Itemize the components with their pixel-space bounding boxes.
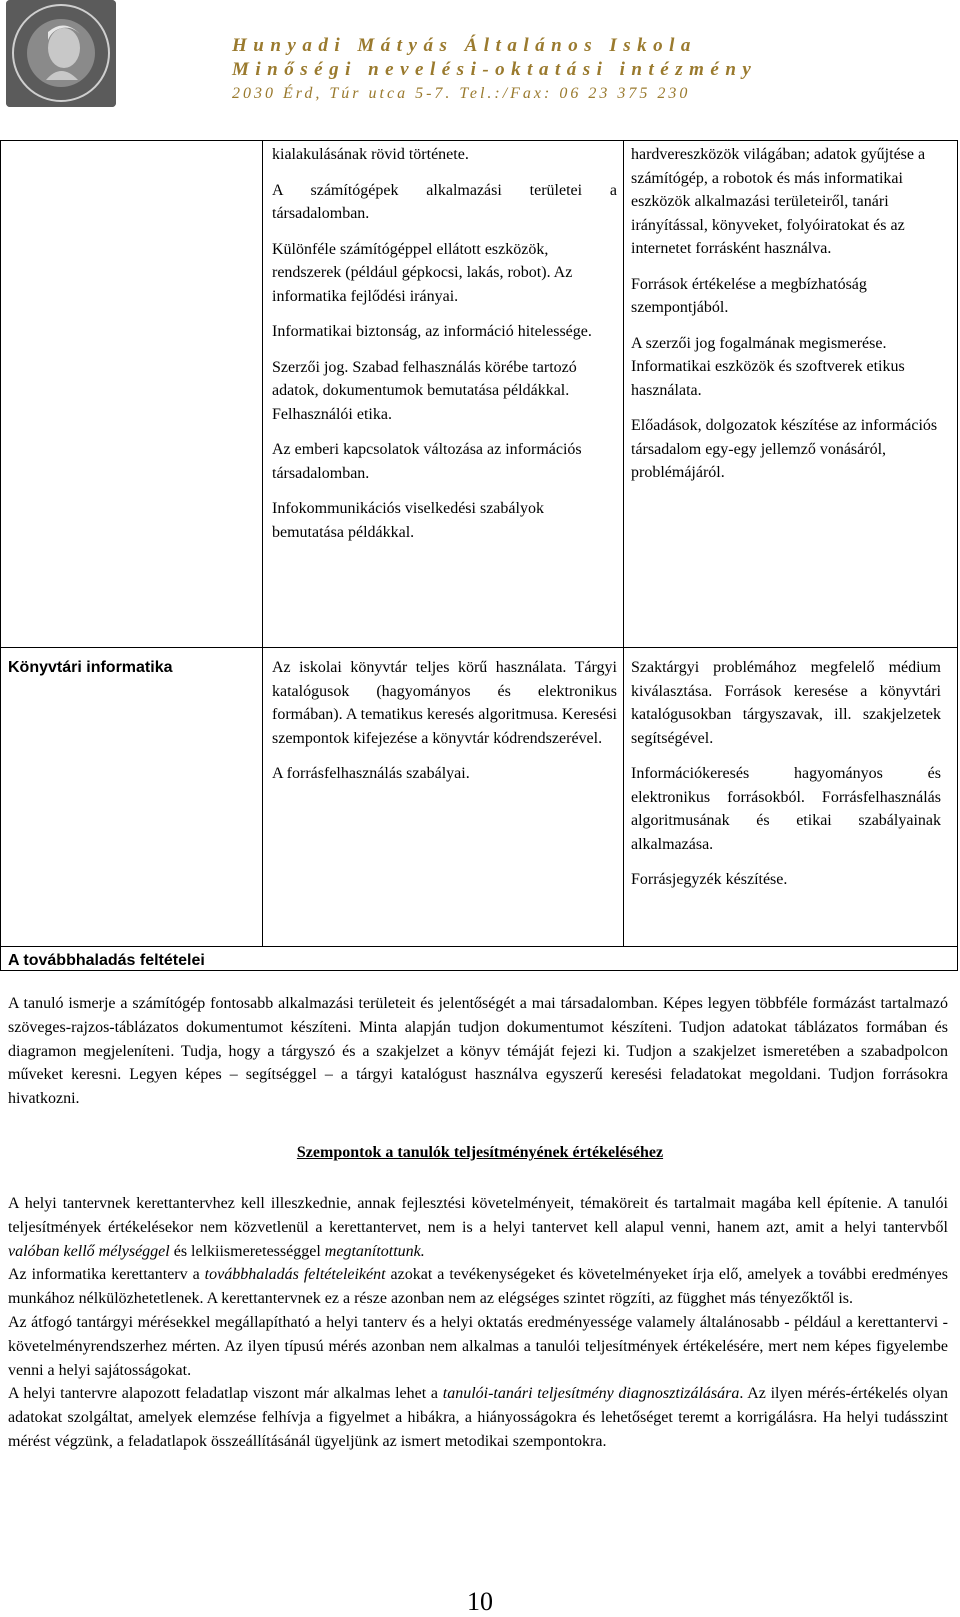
- row2-activity-cell: [631, 656, 941, 904]
- school-name: Hunyadi Mátyás Általános Iskola: [232, 35, 697, 56]
- text-run: A helyi tantervnek kerettantervhez kell illeszkednie, annak fejlesztési követelményeit, témaköreit és tartalmait magába kell építenie. A tanulói teljesítmények értékelésekor nem közvetlenül a kerettantervet, nem is a helyi tantervet kell alapul venni, hanem azt, amit a helyi tantervből: [8, 1195, 948, 1236]
- content-item: kialakulásának rövid története.: [272, 146, 469, 163]
- activity-item: Szaktárgyi problémához megfelelő médium kiválasztása. Források keresése a könyvtári katalógusokban tárgyszavak, ill. szakjelzetek segítségével.: [631, 659, 941, 747]
- text-run: . Az ilyen mérés-értékelés olyan adatokat szolgáltat, amelyek elemzése felhívja a figyelmet a hibákra, a hiányosságokra és lehetőséget teremt a korrigálásra. Ha helyi tudásszint mérést végzünk, a feladatlapok összeállításánál ügyeljünk az ismert metodikai szempontokra.: [8, 1385, 949, 1450]
- activity-item: Forrásjegyzék készítése.: [631, 871, 788, 888]
- curriculum-table: [0, 140, 958, 971]
- italic-run: valóban kellő mélységgel: [8, 1242, 170, 1260]
- evaluation-text: [8, 1192, 948, 1454]
- requirements-paragraph: A tanuló ismerje a számítógép fontosabb alkalmazási területeit és jelentőségét a mai társadalomban. Képes legyen többféle formázást tartalmazó szöveges-rajzos-táblázatos dokumentumot készíteni. Minta alapján tudjon dokumentumot készíteni. Tudjon adatokat táblázatos formában és diagramon megjeleníteni. Tudja, hogy a tárgyszó és a szakjelzet a könyv témáját fejezi ki. Tudjon a szakjelzet ismeretében a szabadpolcon műveket keresni. Legyen képes – segítséggel – a tárgyi katalógust használva egyszerű keresési feladatokat megoldani. Tudjon forrásokra hivatkozni.: [8, 995, 948, 1108]
- text-run: azokat a tevékenységeket és követelményeket írja elő, amelyek a további eredményes munkához nélkülözhetetlenek. A kerettantervnek ez a része azonban nem az elégséges szintet rögzíti, az függhet más tényezőktől is.: [8, 1266, 948, 1308]
- row-divider-3: [0, 970, 958, 971]
- content-item: Az emberi kapcsolatok változása az információs társadalomban.: [272, 441, 582, 482]
- paragraph-2: [8, 1263, 948, 1311]
- paragraph-1: [8, 1192, 948, 1263]
- text-run: A helyi tantervre alapozott feladatlap viszont már alkalmas lehet a: [8, 1385, 443, 1403]
- activity-item: hardvereszközök világában; adatok gyűjtése a számítógép, a robotok és más informatikai eszközök alkalmazási területeiről, tanári irányítással, könyveket, folyóiratokat és az internetet forrásként használva.: [631, 146, 926, 257]
- paragraph-3: Az átfogó tantárgyi mérésekkel megállapítható a helyi tanterv és a helyi oktatás eredményessége valamely általánosabb - például a kerettantervi - követelményrendszerhez mérten. Az ilyen típusú mérés azonban nem alkalmas a tanulói teljesítmények értékelésére, mert nem képes figyelembe venni a helyi sajátosságokat.: [8, 1313, 948, 1379]
- paragraph-4: [8, 1382, 948, 1453]
- row2-content-cell: [272, 656, 617, 798]
- column-divider-2: [623, 141, 624, 947]
- row1-content-cell: [272, 143, 617, 556]
- row-label-library: Könyvtári informatika: [8, 659, 173, 676]
- activity-item: A szerzői jog fogalmának megismerése. Informatikai eszközök és szoftverek etikus használata.: [631, 334, 905, 399]
- page-header: [0, 0, 960, 115]
- activity-item: Források értékelése a megbízhatóság szempontjából.: [631, 275, 867, 316]
- page-number: 10: [467, 1587, 493, 1616]
- requirements-text: [8, 992, 948, 1111]
- italic-run: megtanítottunk.: [324, 1242, 425, 1260]
- row-divider-1: [0, 647, 958, 648]
- school-logo: [6, 0, 116, 107]
- content-item: Az iskolai könyvtár teljes körű használata. Tárgyi katalógusok (hagyományos és elektronikus formában). A tematikus keresés algoritmusa. Keresési szempontok kifejezése a könyvtár kódrendszerével.: [272, 659, 617, 747]
- table-border-right: [957, 141, 958, 971]
- activity-item: Információkeresés hagyományos és elektronikus forrásokból. Forrásfelhasználás algoritmusának és etikai szabályainak alkalmazása.: [631, 765, 941, 853]
- row-divider-2: [0, 946, 958, 947]
- content-item: Szerzői jog. Szabad felhasználás körébe tartozó adatok, dokumentumok bemutatása példákkal. Felhasználói etika.: [272, 358, 577, 423]
- school-type: Minőségi nevelési-oktatási intézmény: [232, 59, 758, 80]
- content-item: A számítógépek alkalmazási területei a társadalomban.: [272, 181, 617, 222]
- table-border-left: [0, 141, 1, 971]
- italic-run: továbbhaladás feltételeiként: [204, 1266, 386, 1284]
- row1-activity-cell: [631, 143, 941, 497]
- content-item: Informatikai biztonság, az információ hitelessége.: [272, 323, 592, 340]
- content-item: A forrásfelhasználás szabályai.: [272, 765, 470, 782]
- text-run: Az informatika kerettanterv a: [8, 1266, 205, 1284]
- activity-item: Előadások, dolgozatok készítése az információs társadalom egy-egy jellemző vonásáról, problémájáról.: [631, 417, 938, 481]
- school-address: 2030 Érd, Túr utca 5-7. Tel.:/Fax: 06 23 375 230: [232, 85, 691, 102]
- text-run: és lelkiismeretességgel: [169, 1242, 325, 1260]
- row-label-progression: A továbbhaladás feltételei: [8, 952, 205, 969]
- section-title: Szempontok a tanulók teljesítményének értékeléséhez: [296, 1144, 664, 1161]
- italic-run: tanulói-tanári teljesítmény diagnosztizálására: [442, 1385, 740, 1403]
- content-item: Különféle számítógéppel ellátott eszközök, rendszerek (például gépkocsi, lakás, robot). Az informatika fejlődési irányai.: [272, 240, 573, 305]
- content-item: Infokommunikációs viselkedési szabályok bemutatása példákkal.: [272, 500, 544, 541]
- column-divider-1: [262, 141, 263, 947]
